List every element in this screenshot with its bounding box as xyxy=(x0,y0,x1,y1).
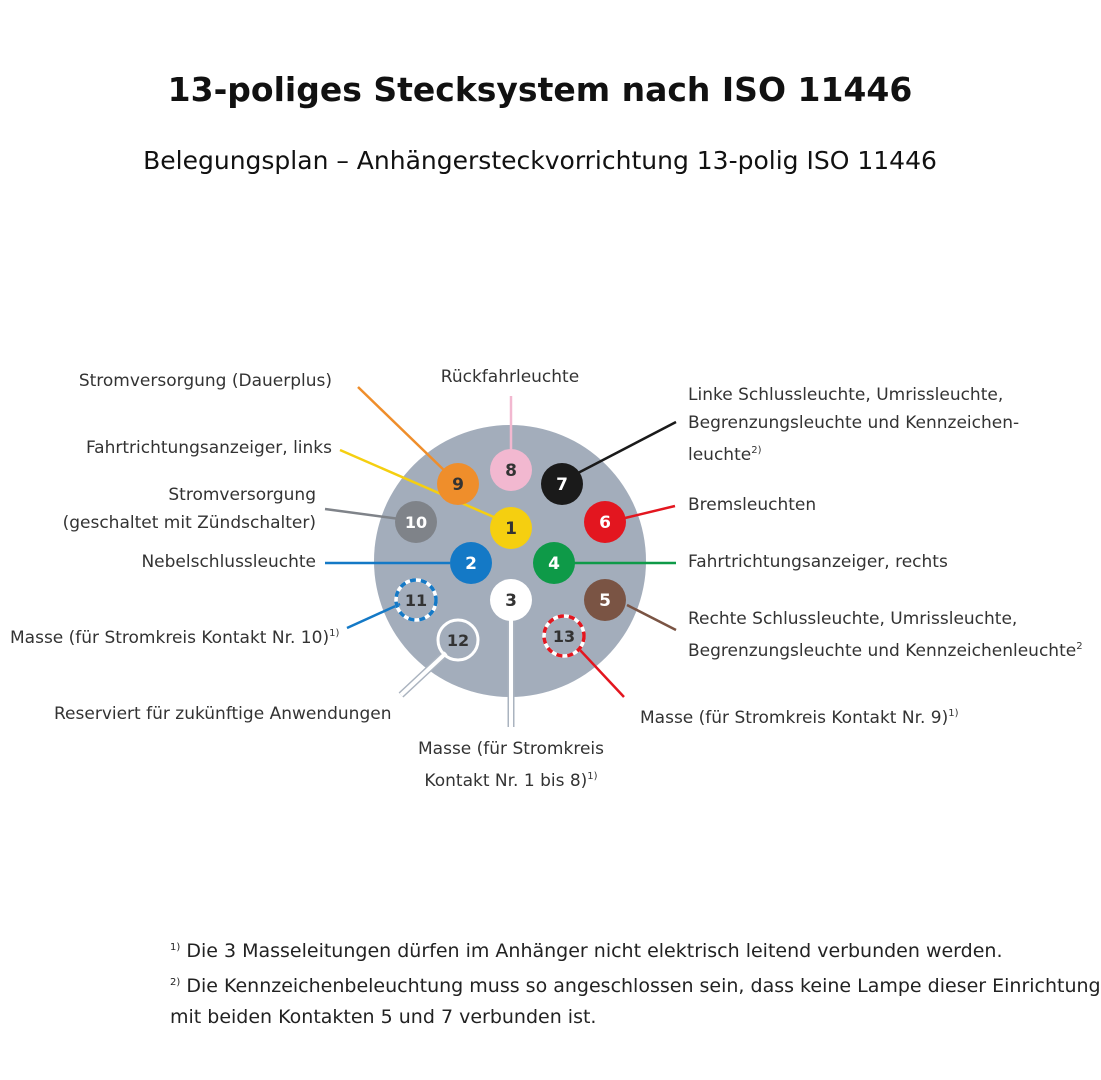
label-pin3-line2-text: Kontakt Nr. 1 bis 8) xyxy=(424,771,588,791)
label-pin10-line2: (geschaltet mit Zündschalter) xyxy=(62,513,316,533)
label-pin11 xyxy=(10,620,339,652)
pin-5-number: 5 xyxy=(599,591,611,611)
label-pin13 xyxy=(640,700,959,732)
pin-2 xyxy=(450,542,492,584)
footnote-ref: 1) xyxy=(587,771,598,782)
footnote-ref: 1) xyxy=(948,708,959,719)
pin-6-number: 6 xyxy=(599,513,611,533)
label-pin3 xyxy=(380,735,642,795)
label-pin5-line2-text: Begrenzungsleuchte und Kennzeichenleuchte xyxy=(688,641,1077,661)
label-pin7-line3-text: leuchte xyxy=(688,445,752,465)
label-pin2: Nebelschlussleuchte xyxy=(141,552,316,572)
footnote-1 xyxy=(170,932,1101,967)
pin-9-number: 9 xyxy=(452,475,464,495)
pin-2-number: 2 xyxy=(465,554,477,574)
label-pin5 xyxy=(688,605,1083,665)
pin-1 xyxy=(490,507,532,549)
page-title: 13-poliges Stecksystem nach ISO 11446 xyxy=(167,70,913,109)
pin-13-number: 13 xyxy=(552,627,576,646)
label-pin9: Stromversorgung (Dauerplus) xyxy=(78,371,332,391)
pin-8 xyxy=(490,449,532,491)
pin-4 xyxy=(533,542,575,584)
label-pin7-line2: Begrenzungsleuchte und Kennzeichen- xyxy=(688,413,1020,433)
leader-line-pin5 xyxy=(627,605,676,630)
label-pin3-line2 xyxy=(380,763,642,795)
leader-line-pin9 xyxy=(358,387,448,474)
footnote-2 xyxy=(170,967,1101,1002)
pin-7-number: 7 xyxy=(556,475,568,495)
pin-4-number: 4 xyxy=(548,554,560,574)
label-pin1: Fahrtrichtungsanzeiger, links xyxy=(85,438,332,458)
pin-7 xyxy=(541,463,583,505)
label-pin6: Bremsleuchten xyxy=(688,495,817,515)
label-pin5-line2 xyxy=(688,633,1083,665)
label-pin7 xyxy=(688,381,1019,469)
pin-8-number: 8 xyxy=(505,461,517,481)
footnote-2-mark: 2) xyxy=(170,977,181,988)
pin-9 xyxy=(437,463,479,505)
label-pin3-line1: Masse (für Stromkreis xyxy=(418,739,604,759)
label-pin4: Fahrtrichtungsanzeiger, rechts xyxy=(688,552,948,572)
footnote-1-mark: 1) xyxy=(170,942,181,953)
label-pin7-line1: Linke Schlussleuchte, Umrissleuchte, xyxy=(688,385,1004,405)
page-subtitle: Belegungsplan – Anhängersteckvorrichtung 13-polig ISO 11446 xyxy=(143,146,937,175)
footnote-ref: 2 xyxy=(1076,641,1083,652)
label-pin12: Reserviert für zukünftige Anwendungen xyxy=(54,704,392,724)
pin-11-number: 11 xyxy=(404,591,428,610)
footnote-2-continuation: mit beiden Kontakten 5 und 7 verbunden ist. xyxy=(170,1006,597,1028)
footnotes xyxy=(170,932,1101,1033)
label-pin11-text: Masse (für Stromkreis Kontakt Nr. 10) xyxy=(10,628,330,648)
footnote-ref: 1) xyxy=(329,628,340,639)
pin-3 xyxy=(490,579,532,621)
pin-5 xyxy=(584,579,626,621)
label-pin7-line3 xyxy=(688,437,1019,469)
label-pin13-text: Masse (für Stromkreis Kontakt Nr. 9) xyxy=(640,708,949,728)
pin-10-number: 10 xyxy=(404,513,428,532)
footnote-1-text: Die 3 Masseleitungen dürfen im Anhänger nicht elektrisch leitend verbunden werden. xyxy=(186,940,1003,962)
pin-6 xyxy=(584,501,626,543)
footnote-ref: 2) xyxy=(751,445,762,456)
pin-12-number: 12 xyxy=(446,631,470,650)
leader-line-pin7 xyxy=(578,422,676,473)
pin-3-number: 3 xyxy=(505,591,517,611)
pin-10 xyxy=(395,501,437,543)
label-pin5-line1: Rechte Schlussleuchte, Umrissleuchte, xyxy=(688,609,1018,629)
pin-1-number: 1 xyxy=(505,519,517,539)
label-pin10-line1: Stromversorgung xyxy=(168,485,316,505)
footnote-2-text: Die Kennzeichenbeleuchtung muss so angeschlossen sein, dass keine Lampe dieser Einrichtung xyxy=(186,975,1101,997)
label-pin8: Rückfahrleuchte xyxy=(440,367,580,387)
